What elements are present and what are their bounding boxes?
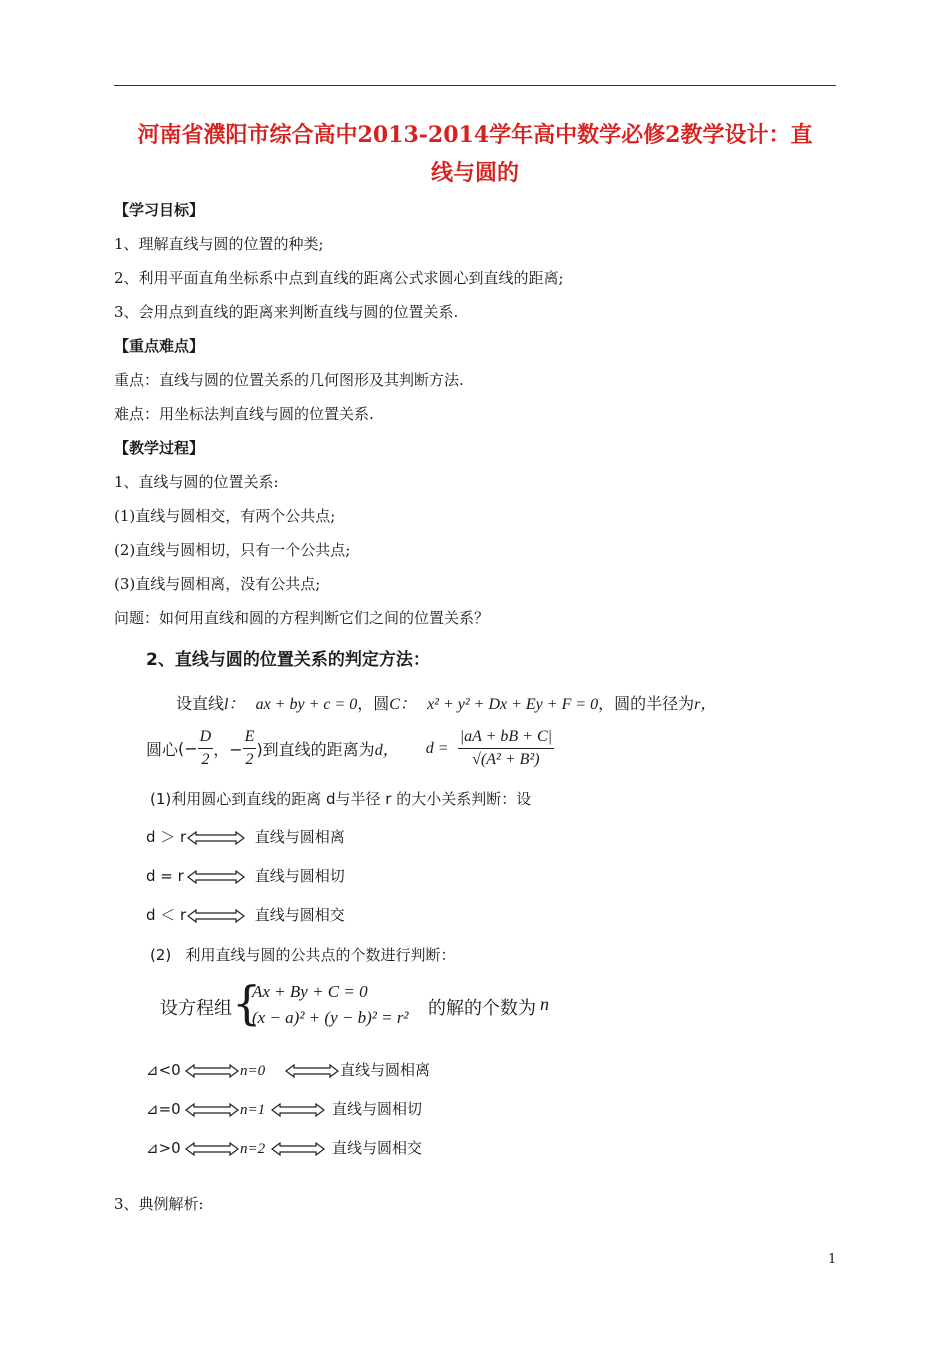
header-rule: [114, 85, 836, 86]
double-arrow-icon: [184, 1142, 240, 1156]
case-row: [146, 904, 345, 925]
method-heading: 2、直线与圆的位置关系的判定方法：: [146, 650, 430, 670]
delta-result: 直线与圆相切: [332, 1100, 423, 1118]
distance-denominator: √(A² + B²): [472, 751, 540, 768]
center-distance-line: [146, 726, 554, 771]
line-equation: ax + by + c = 0: [255, 696, 358, 713]
circle-equation: x² + y² + Dx + Ey + F = 0: [427, 696, 599, 713]
goals-heading: 【学习目标】: [114, 201, 205, 219]
case-condition: d ＞ r: [146, 828, 187, 846]
case-row: [146, 826, 345, 847]
distance-variable: d，: [374, 742, 399, 759]
examples-heading: 3、典例解析:: [114, 1195, 204, 1213]
denominator: 2: [245, 751, 254, 768]
delta-condition: ⊿<0: [146, 1061, 181, 1079]
document-title-line2: 线与圆的: [430, 160, 519, 186]
fraction-d-over-2: [198, 726, 214, 771]
process-heading: 【教学过程】: [114, 439, 205, 457]
delta-case-row: [146, 1137, 422, 1158]
process-item: (2)直线与圆相切，只有一个公共点;: [114, 541, 351, 559]
criterion-2: (2) 利用直线与圆的公共点的个数进行判断：: [150, 946, 456, 964]
brace-icon: {: [232, 976, 262, 1030]
goal-item: 2、利用平面直角坐标系中点到直线的距离公式求圆心到直线的距离;: [114, 269, 564, 287]
fraction-e-over-2: [243, 726, 257, 771]
circle-label: ，圆: [357, 694, 390, 713]
system-suffix: 的解的个数为: [428, 998, 536, 1019]
double-arrow-icon: [186, 909, 246, 923]
denominator: 2: [201, 751, 210, 768]
numerator: D: [198, 726, 214, 749]
delta-case-row: [146, 1059, 430, 1080]
setup-prefix: 设直线: [176, 694, 225, 713]
radius-variable: r，: [694, 696, 717, 713]
case-result: 直线与圆相切: [254, 867, 345, 885]
distance-lhs: d =: [425, 739, 449, 757]
page-number: 1: [828, 1252, 837, 1267]
double-arrow-icon: [186, 831, 246, 845]
case-result: 直线与圆相离: [254, 828, 345, 846]
numerator: E: [243, 726, 257, 749]
key-heading: 【重点难点】: [114, 337, 205, 355]
case-result: 直线与圆相交: [254, 906, 345, 924]
system-equation-2: (x − a)² + (y − b)² = r²: [252, 1008, 409, 1027]
double-arrow-icon: [270, 1103, 326, 1117]
solution-count: n=1: [240, 1102, 266, 1118]
case-condition: d ＜ r: [146, 906, 187, 924]
document-title-line1: 河南省濮阳市综合高中2013-2014学年高中数学必修2教学设计：直: [137, 122, 813, 148]
n-variable: n: [540, 994, 549, 1014]
double-arrow-icon: [270, 1142, 326, 1156]
process-item: (1)直线与圆相交，有两个公共点;: [114, 507, 336, 525]
criterion-1: (1)利用圆心到直线的距离 d与半径 r 的大小关系判断：设: [150, 790, 532, 808]
difficult-point: 难点：用坐标法判直线与圆的位置关系.: [114, 405, 374, 423]
case-row: [146, 865, 345, 886]
solution-count: n=0: [240, 1063, 266, 1079]
goal-item: 1、理解直线与圆的位置的种类;: [114, 235, 324, 253]
delta-result: 直线与圆相交: [332, 1139, 423, 1157]
goal-item: 3、会用点到直线的距离来判断直线与圆的位置关系.: [114, 303, 459, 321]
delta-result: 直线与圆相离: [340, 1061, 431, 1079]
center-suffix: )到直线的距离为: [256, 740, 375, 759]
delta-condition: ⊿>0: [146, 1139, 181, 1157]
distance-numerator: |aA + bB + C|: [458, 726, 554, 749]
system-equation-1: Ax + By + C = 0: [252, 982, 368, 1001]
double-arrow-icon: [184, 1103, 240, 1117]
center-prefix: 圆心: [146, 740, 179, 759]
case-condition: d = r: [146, 867, 184, 885]
center-separator: ，−: [213, 740, 243, 759]
line-variable: l：: [224, 696, 245, 713]
delta-condition: ⊿=0: [146, 1100, 181, 1118]
solution-count: n=2: [240, 1141, 266, 1157]
double-arrow-icon: [186, 870, 246, 884]
setup-line: [176, 691, 716, 714]
radius-text: ，圆的半径为: [598, 694, 695, 713]
key-point: 重点：直线与圆的位置关系的几何图形及其判断方法.: [114, 371, 464, 389]
process-item: (3)直线与圆相离，没有公共点;: [114, 575, 321, 593]
center-open: (−: [178, 739, 198, 758]
double-arrow-icon: [284, 1064, 340, 1078]
question-text: 问题：如何用直线和圆的方程判断它们之间的位置关系？: [114, 609, 490, 627]
process-item: 1、直线与圆的位置关系:: [114, 473, 279, 491]
system-prefix: 设方程组: [160, 998, 232, 1019]
double-arrow-icon: [184, 1064, 240, 1078]
distance-formula: [458, 726, 554, 771]
delta-case-row: [146, 1098, 422, 1119]
circle-variable: C：: [389, 696, 416, 713]
